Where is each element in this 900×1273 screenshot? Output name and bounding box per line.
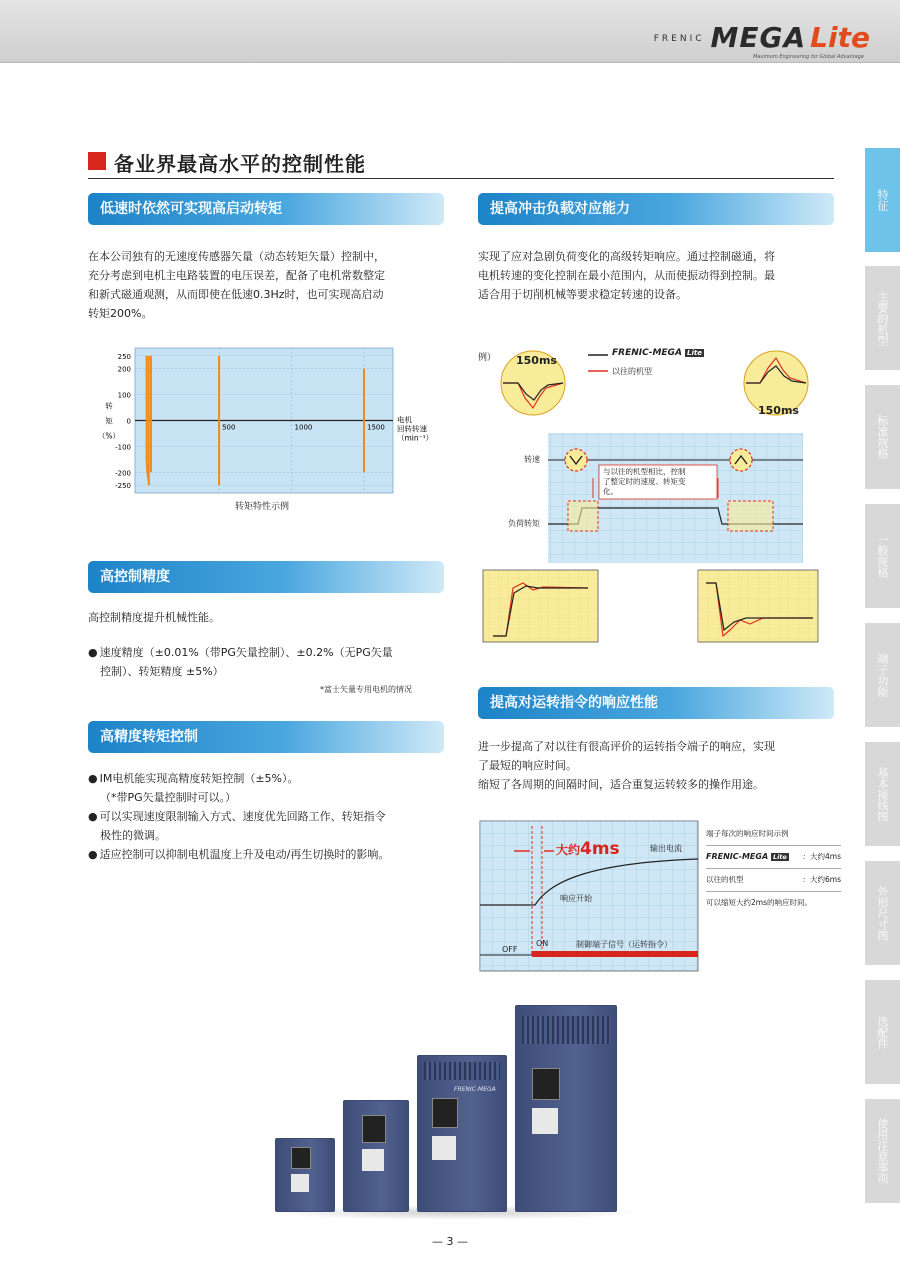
- brand-mega: MEGA: [710, 21, 807, 54]
- off-label: OFF: [502, 945, 518, 954]
- sec1-line: 在本公司独有的无速度传感器矢量（动态转矩矢量）控制中，: [88, 250, 385, 263]
- inverter-unit-medium: [343, 1100, 409, 1212]
- impact-load-chart: [478, 338, 843, 648]
- torque-x-tick-label: 1500: [367, 423, 385, 432]
- sec5-line: 进一步提高了对以往有很高评价的运转指令端子的响应，实现: [478, 740, 775, 753]
- sec1-title: 低速时依然可实现高启动转矩: [88, 193, 444, 225]
- torque-y-tick-label: 250: [117, 352, 131, 361]
- note-line: 了整定时的速度、转矩变: [603, 477, 686, 486]
- sec2-line: 电机转速的变化控制在最小范围内，从而使振动得到控制。最: [478, 269, 775, 282]
- vent-grille: [522, 1016, 610, 1044]
- note-text: [603, 467, 686, 497]
- example-label: 例）: [478, 353, 497, 363]
- on-label: ON: [536, 939, 549, 948]
- tab-options[interactable]: 选配件: [865, 980, 900, 1084]
- legend-old: 以往的机型: [612, 367, 652, 376]
- torque-y-tick-label: -100: [115, 443, 131, 452]
- torque-y-tick-label: 0: [126, 417, 131, 426]
- legend-new-text: FRENIC-MEGA: [612, 348, 682, 358]
- keypad: [291, 1147, 311, 1169]
- sec5-body: [478, 737, 843, 794]
- zoom-circle-left: [565, 449, 587, 471]
- output-current-label: 输出电流: [650, 844, 682, 853]
- torque-chart: [95, 345, 434, 515]
- response-row-new-badge: Lite: [772, 853, 787, 861]
- torque-label: 负荷转矩: [508, 519, 540, 528]
- sec3-bullet-line: ● 速度精度（±0.01%（带PG矢量控制）、±0.2%（无PG矢量: [88, 643, 448, 662]
- torque-y-tick-label: 200: [117, 365, 131, 374]
- response-row-new-name-text: FRENIC-MEGA: [706, 852, 769, 861]
- response-row-old: [706, 869, 841, 892]
- ms-label-right: 150ms: [758, 404, 799, 417]
- torque-y-tick-label: -250: [115, 482, 131, 491]
- sec4-title: 高精度转矩控制: [88, 721, 444, 753]
- sec3-line: 高控制精度提升机械性能。: [88, 611, 220, 624]
- section-heading: [88, 148, 834, 179]
- brand-tagline: Maximum Engineering for Global Advantage: [753, 54, 864, 60]
- signal-on-bar: [532, 951, 698, 957]
- sec5-line: 缩短了各周期的间隔时间，适合重复运转较多的操作用途。: [478, 778, 764, 791]
- heading-marker: [88, 152, 106, 170]
- tab-precautions[interactable]: 使用注意事项: [865, 1099, 900, 1203]
- speed-label: 转速: [524, 455, 540, 464]
- inverter-unit-large: [417, 1055, 507, 1212]
- torque-box-left: [568, 501, 598, 531]
- sec5-title: 提高对运转指令的响应性能: [478, 687, 834, 719]
- sec1-line: 充分考虑到电机主电路装置的电压误差，配备了电机常数整定: [88, 269, 385, 282]
- response-chart: [480, 821, 698, 971]
- response-time-prefix: 大约: [556, 843, 581, 857]
- response-row-new-value: ：大约4ms: [802, 852, 841, 861]
- tab-dimensions[interactable]: 外形尺寸图: [865, 861, 900, 965]
- sec4-bullet: ● IM电机能实现高精度转矩控制（±5%）。: [88, 769, 453, 788]
- tab-terminal-functions[interactable]: 端子功能: [865, 623, 900, 727]
- unit-label: [291, 1174, 309, 1192]
- legend-new-badge: Lite: [687, 349, 703, 357]
- sec4-bullet-cont: （*带PG矢量控制时可以。）: [100, 791, 237, 804]
- page-number: — 3 —: [432, 1235, 468, 1248]
- torque-chart-svg: [95, 345, 434, 515]
- detail-right-grid: [698, 570, 818, 642]
- sec3-bullet-line: 控制）、转矩精度 ±5%）: [100, 665, 224, 678]
- response-row-old-name: 以往的机型: [706, 875, 744, 884]
- torque-x-tick-label: 1000: [294, 423, 313, 432]
- zoom-circle-right: [730, 449, 752, 471]
- tab-features[interactable]: 特征: [865, 148, 900, 252]
- unit-label: [432, 1136, 456, 1160]
- torque-x-axis-label: 回转转速: [397, 424, 427, 434]
- response-start-label: 响应开始: [560, 894, 592, 903]
- brand-logo: [654, 20, 870, 54]
- tab-standard-specs[interactable]: 标准规格: [865, 385, 900, 489]
- sec1-line: 和新式磁通观测，从而即使在低速0.3Hz时，也可实现高启动: [88, 288, 384, 301]
- tab-wiring-diagram[interactable]: 基本接线图: [865, 742, 900, 846]
- torque-y-axis-label: 转: [105, 401, 113, 411]
- inverter-unit-small: [275, 1138, 335, 1212]
- torque-x-axis-label: 电机: [397, 415, 412, 425]
- brand-lite: Lite: [810, 21, 870, 54]
- product-panel-text: FRENIC-MEGA: [454, 1086, 496, 1093]
- response-row-new: [706, 846, 841, 869]
- unit-label: [532, 1108, 558, 1134]
- sec3-bullet: [88, 643, 448, 681]
- page-title: 备业界最高水平的控制性能: [114, 152, 366, 176]
- response-row-old-value: ：大约6ms: [802, 875, 841, 884]
- sec1-line: 转矩200%。: [88, 307, 153, 320]
- sec2-line: 实现了应对急剧负荷变化的高级转矩响应。通过控制磁通，将: [478, 250, 775, 263]
- torque-chart-caption: 转矩特性示例: [235, 502, 290, 512]
- tab-main-models[interactable]: 主要的机型: [865, 266, 900, 370]
- torque-y-axis-label: （%）: [97, 431, 121, 441]
- response-table-note: 可以缩短大约2ms的响应时间。: [706, 898, 812, 907]
- response-time-value: 4ms: [580, 839, 620, 859]
- sec5-line: 了最短的响应时间。: [478, 759, 577, 772]
- note-line: 与以往的机型相比，控制: [603, 467, 686, 476]
- note-line: 化。: [603, 487, 618, 496]
- legend-new: [612, 348, 704, 358]
- torque-x-axis-label: （min⁻¹）: [397, 433, 434, 443]
- product-lineup-image: [265, 1000, 645, 1220]
- brand-frenic: FRENIC: [653, 34, 705, 44]
- torque-y-tick-label: -200: [115, 469, 131, 478]
- sec2-title: 提高冲击负载对应能力: [478, 193, 834, 225]
- detail-left-grid: [483, 570, 598, 642]
- sec4-bullet-cont: 极性的微调。: [100, 829, 166, 842]
- response-time-title: [556, 839, 620, 859]
- sec2-line: 适合用于切削机械等要求稳定转速的设备。: [478, 288, 687, 301]
- torque-x-tick-label: 500: [222, 423, 236, 432]
- unit-label: [362, 1149, 384, 1171]
- sec3-title: 高控制精度: [88, 561, 444, 593]
- keypad: [432, 1098, 458, 1128]
- torque-y-axis-label: 矩: [105, 416, 113, 426]
- sec1-body: [88, 247, 448, 323]
- response-table-title: 端子每次的响应时间示例: [706, 823, 841, 846]
- vent-grille: [424, 1062, 500, 1080]
- sec4-bullet: ● 适应控制可以抑制电机温度上升及电动/再生切换时的影响。: [88, 845, 453, 864]
- control-signal-label: 制御端子信号（运转指令）: [576, 940, 672, 949]
- ms-label-left: 150ms: [516, 354, 557, 367]
- inverter-unit-xlarge: [515, 1005, 617, 1212]
- response-table: [706, 823, 841, 914]
- response-row-new-name: [706, 846, 789, 868]
- torque-box-right: [728, 501, 773, 531]
- sec3-note: *富士矢量专用电机的情况: [320, 685, 412, 694]
- torque-y-tick-label: 100: [117, 391, 131, 400]
- sec4-bullets: [88, 769, 453, 864]
- sec2-body: [478, 247, 843, 304]
- keypad: [532, 1068, 560, 1100]
- sec4-bullet: ● 可以实现速度限制输入方式、速度优先回路工作、转矩指令: [88, 807, 453, 826]
- tab-general-specs[interactable]: 一般规格: [865, 504, 900, 608]
- keypad: [362, 1115, 386, 1143]
